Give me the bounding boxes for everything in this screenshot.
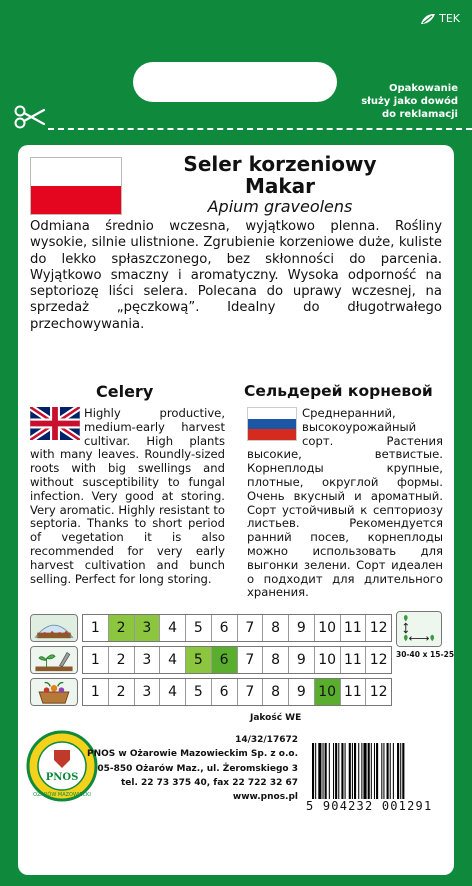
month-cell: 11: [341, 679, 367, 705]
company-name: PNOS w Ożarowie Mazowieckim Sp. z o.o.: [87, 749, 298, 760]
poland-flag-icon: [30, 157, 122, 215]
month-cell: 9: [289, 615, 315, 641]
product-title: Seler korzeniowy: [183, 152, 377, 176]
month-cell-highlighted: 10: [315, 679, 341, 705]
month-cell: 6: [212, 679, 238, 705]
greenhouse-sowing-icon: [30, 614, 78, 642]
month-cell: 8: [263, 679, 289, 705]
transplant-seedling-icon: [30, 646, 78, 674]
month-cell: 2: [109, 647, 135, 673]
barcode-number: 5 904232 001291: [306, 799, 433, 813]
plant-spacing-icon: [396, 611, 442, 647]
month-cell: 4: [160, 679, 186, 705]
proof-note-line: do reklamacji: [381, 109, 458, 120]
month-cell: 10: [315, 647, 341, 673]
description-russian: Среднеранний, высокоурожайный сорт. Растения высокие, ветвистые. Корнеплоды крупные, плотные, округлой формы. Очень вкусный и ароматный. Сорт устойчивый к септориозу листьев. Рекомендуется ранний посев, корнеплоды можно использовать для выгонки зелени. Сорт идеален о подходит для длительного хранения.: [247, 406, 443, 600]
month-cell: 12: [369, 620, 388, 636]
month-cells: [82, 646, 392, 674]
month-cell-highlighted: 2: [109, 615, 135, 641]
month-cells: [82, 678, 392, 706]
complaint-proof-note: [361, 82, 458, 121]
russian-heading: Сельдерей корневой: [244, 382, 433, 400]
month-cell-highlighted: 3: [135, 615, 161, 641]
month-cell: 3: [135, 679, 161, 705]
month-cell: 7: [238, 679, 264, 705]
month-cell: 5: [186, 615, 212, 641]
svg-text:PNOS: PNOS: [45, 772, 79, 783]
tek-leaf-icon: [420, 13, 436, 25]
month-cell: 7: [238, 615, 264, 641]
seed-packet-card: [18, 145, 454, 875]
month-cell-highlighted: 5: [186, 647, 212, 673]
latin-name: Apium graveolens: [207, 197, 353, 216]
tek-label: TEK: [439, 12, 460, 25]
company-phone: tel. 22 73 375 40, fax 22 722 32 67: [120, 777, 298, 788]
month-cell: 3: [135, 647, 161, 673]
barcode-image: [310, 743, 444, 799]
month-cell: 8: [263, 615, 289, 641]
svg-text:OŻARÓW MAZOWIECKI: OŻARÓW MAZOWIECKI: [33, 792, 91, 798]
month-cell: 8: [263, 647, 289, 673]
month-cell-highlighted: 6: [212, 647, 238, 673]
month-cell: 12: [369, 684, 388, 700]
proof-note-line: służy jako dowód: [361, 96, 458, 107]
month-cell: 5: [186, 679, 212, 705]
month-cell: 1: [83, 679, 109, 705]
month-cell: 12: [369, 652, 388, 668]
month-cell: 9: [289, 679, 315, 705]
harvest-basket-icon: [30, 678, 78, 706]
variety-name: Makar: [244, 174, 316, 198]
scissors-icon: [14, 104, 46, 130]
month-cell: 7: [238, 647, 264, 673]
month-cell: 11: [341, 615, 367, 641]
month-cell: 10: [315, 615, 341, 641]
lot-code: 14/32/17672: [235, 735, 298, 745]
product-title-block: [130, 153, 430, 217]
company-website: www.pnos.pl: [232, 792, 298, 803]
description-english: Highly productive, medium-early harvest cultivar. High plants with many leaves. Roundly-sized roots with big swellings and without susceptibility to fungal infection. Very good at storing. Very aromatic. Highly resistant to septoria. Thanks to short period of vegetation it is also recommended for very early harvest cultivation and bunch selling. Perfect for long storing.: [30, 406, 225, 586]
quality-label: Jakość WE: [250, 713, 302, 723]
month-cell: 1: [83, 615, 109, 641]
english-description-column: [30, 407, 225, 586]
company-info: [87, 733, 298, 804]
russian-description-column: [247, 407, 443, 600]
month-cell: 4: [160, 615, 186, 641]
calendar-row-sowing: [30, 614, 450, 642]
month-cells: [82, 614, 392, 642]
plant-spacing-label: 30-40 x 15-25: [396, 650, 455, 659]
calendar-row-harvest: [30, 678, 450, 706]
company-address: 05-850 Ożarów Maz., ul. Żeromskiego 3: [97, 763, 298, 774]
cut-line: [48, 128, 472, 130]
english-heading: Celery: [96, 382, 154, 401]
calendar-row-transplanting: [30, 646, 450, 674]
month-cell: 1: [83, 647, 109, 673]
month-cell: 6: [212, 615, 238, 641]
month-cell: 11: [341, 647, 367, 673]
tek-logo: [420, 12, 460, 25]
description-polish: Odmiana średnio wczesna, wyjątkowo plenna. Rośliny wysokie, silnie ulistnione. Zgrubienie korzeniowe duże, kuliste do lekko spłaszczonego, bez skłonności do parcenia. Wyjątkowo smaczny i aromatyczny. Wysoka odporność na septoriozę liści selera. Polecana do uprawy wczesnej, na sprzedaż „pęczkową”. Idealny do długotrwałego przechowywania.: [30, 219, 442, 332]
month-cell: 9: [289, 647, 315, 673]
proof-note-line: Opakowanie: [389, 83, 458, 94]
month-cell: 2: [109, 679, 135, 705]
month-cell: 4: [160, 647, 186, 673]
hang-hole: [133, 62, 337, 102]
